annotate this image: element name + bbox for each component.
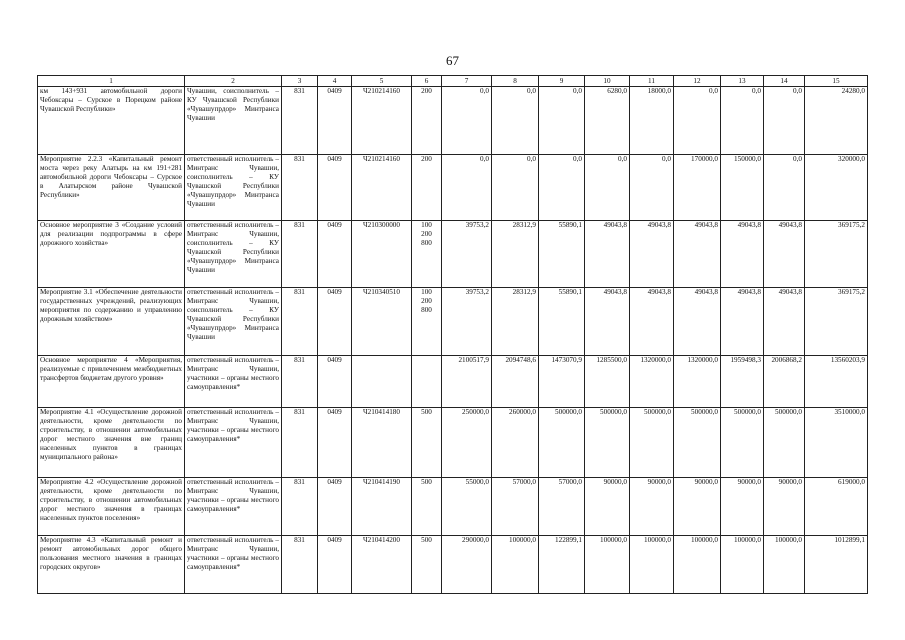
activity-name-cell: Мероприятие 4.3 «Капитальный ремонт и ремонт автомобильных дорог общего пользования местного значения в границах городских округов» [38, 536, 185, 594]
activity-name-cell: Мероприятие 3.1 «Обеспечение деятельности государственных учреждений, реализующих мероприятия по содержанию и управлению дорожным хозяйством» [38, 288, 185, 356]
expense-type-cell: 200 [412, 87, 442, 155]
activity-name-cell: Мероприятие 4.1 «Осуществление дорожной деятельности, кроме деятельности по строительству, в отношении автомобильных дорог местного значения вне границ населенных пунктов в границах муниципального района» [38, 408, 185, 478]
table-row [38, 87, 868, 155]
grbs-code-cell: 831 [282, 288, 318, 356]
column-header: 9 [539, 76, 585, 87]
table-header [38, 76, 868, 87]
column-header: 1 [38, 76, 185, 87]
year-value-cell: 1959498,3 [721, 356, 764, 408]
year-value-cell: 100000,0 [764, 536, 805, 594]
column-header: 11 [630, 76, 674, 87]
year-value-cell: 122899,1 [539, 536, 585, 594]
budget-table [37, 75, 868, 594]
total-value-cell: 24280,0 [805, 87, 868, 155]
year-value-cell: 500000,0 [674, 408, 721, 478]
column-header: 6 [412, 76, 442, 87]
year-value-cell: 90000,0 [630, 478, 674, 536]
year-value-cell: 49043,8 [764, 288, 805, 356]
total-value-cell: 13560203,9 [805, 356, 868, 408]
section-code-cell: 0409 [318, 536, 352, 594]
activity-name-cell: Основное мероприятие 3 «Создание условий для реализации подпрограммы в сфере дорожного хозяйства» [38, 221, 185, 288]
column-header: 2 [185, 76, 282, 87]
year-value-cell: 100000,0 [674, 536, 721, 594]
grbs-code-cell: 831 [282, 87, 318, 155]
year-value-cell: 500000,0 [585, 408, 630, 478]
year-value-cell: 90000,0 [585, 478, 630, 536]
activity-name-cell: Мероприятие 2.2.3 «Капитальный ремонт моста через реку Алатырь на км 191+281 автомобильной дороги Чебоксары – Сурское в Алатырском районе Чувашской Республики» [38, 155, 185, 221]
year-value-cell: 0,0 [492, 155, 539, 221]
executor-cell: ответственный исполнитель – Минтранс Чувашии, соисполнитель – КУ Чувашской Республики «Чувашупрдор» Минтранса Чувашии [185, 288, 282, 356]
year-value-cell: 28312,9 [492, 221, 539, 288]
year-value-cell: 49043,8 [630, 288, 674, 356]
activity-name-cell: Основное мероприятие 4 «Мероприятия, реализуемые с привлечением межбюджетных трансфертов бюджетам другого уровня» [38, 356, 185, 408]
executor-cell: ответственный исполнитель – Минтранс Чувашии, соисполнитель – КУ Чувашской Республики «Чувашупрдор» Минтранса Чувашии [185, 221, 282, 288]
column-header: 12 [674, 76, 721, 87]
year-value-cell: 39753,2 [442, 288, 492, 356]
year-value-cell: 500000,0 [630, 408, 674, 478]
year-value-cell: 90000,0 [721, 478, 764, 536]
table-row [38, 536, 868, 594]
grbs-code-cell: 831 [282, 221, 318, 288]
year-value-cell: 100000,0 [630, 536, 674, 594]
year-value-cell: 2006868,2 [764, 356, 805, 408]
grbs-code-cell: 831 [282, 356, 318, 408]
executor-cell: ответственный исполнитель – Минтранс Чувашии, соисполнитель – КУ Чувашской Республики «Чувашупрдор» Минтранса Чувашии [185, 155, 282, 221]
year-value-cell: 170000,0 [674, 155, 721, 221]
target-article-cell [352, 356, 412, 408]
year-value-cell: 49043,8 [585, 288, 630, 356]
year-value-cell: 57000,0 [539, 478, 585, 536]
year-value-cell: 0,0 [539, 155, 585, 221]
target-article-cell: Ч210414200 [352, 536, 412, 594]
expense-type-cell: 100 200 800 [412, 221, 442, 288]
section-code-cell: 0409 [318, 408, 352, 478]
year-value-cell: 100000,0 [721, 536, 764, 594]
expense-type-cell: 500 [412, 478, 442, 536]
section-code-cell: 0409 [318, 221, 352, 288]
year-value-cell: 0,0 [630, 155, 674, 221]
column-header: 13 [721, 76, 764, 87]
year-value-cell: 49043,8 [674, 288, 721, 356]
year-value-cell: 100000,0 [492, 536, 539, 594]
activity-name-cell: км 143+931 автомобильной дороги Чебоксары – Сурское в Порецком районе Чувашской Республики» [38, 87, 185, 155]
section-code-cell: 0409 [318, 478, 352, 536]
grbs-code-cell: 831 [282, 408, 318, 478]
year-value-cell: 1320000,0 [630, 356, 674, 408]
grbs-code-cell: 831 [282, 478, 318, 536]
year-value-cell: 49043,8 [721, 221, 764, 288]
year-value-cell: 2100517,9 [442, 356, 492, 408]
year-value-cell: 0,0 [492, 87, 539, 155]
year-value-cell: 0,0 [539, 87, 585, 155]
table-row [38, 408, 868, 478]
total-value-cell: 369175,2 [805, 221, 868, 288]
grbs-code-cell: 831 [282, 536, 318, 594]
year-value-cell: 250000,0 [442, 408, 492, 478]
column-header: 7 [442, 76, 492, 87]
expense-type-cell: 200 [412, 155, 442, 221]
column-header: 14 [764, 76, 805, 87]
table-row [38, 478, 868, 536]
year-value-cell: 55890,1 [539, 288, 585, 356]
expense-type-cell [412, 356, 442, 408]
year-value-cell: 0,0 [442, 155, 492, 221]
section-code-cell: 0409 [318, 288, 352, 356]
table-row [38, 288, 868, 356]
executor-cell: ответственный исполнитель – Минтранс Чувашии, участники – органы местного самоуправления* [185, 356, 282, 408]
year-value-cell: 1320000,0 [674, 356, 721, 408]
target-article-cell: Ч210214160 [352, 155, 412, 221]
year-value-cell: 500000,0 [539, 408, 585, 478]
column-header: 3 [282, 76, 318, 87]
table-row [38, 356, 868, 408]
year-value-cell: 500000,0 [721, 408, 764, 478]
column-header: 4 [318, 76, 352, 87]
target-article-cell: Ч210340510 [352, 288, 412, 356]
section-code-cell: 0409 [318, 87, 352, 155]
total-value-cell: 369175,2 [805, 288, 868, 356]
year-value-cell: 0,0 [721, 87, 764, 155]
total-value-cell: 3510000,0 [805, 408, 868, 478]
year-value-cell: 90000,0 [764, 478, 805, 536]
year-value-cell: 1473070,9 [539, 356, 585, 408]
target-article-cell: Ч210214160 [352, 87, 412, 155]
year-value-cell: 500000,0 [764, 408, 805, 478]
column-header: 8 [492, 76, 539, 87]
year-value-cell: 0,0 [585, 155, 630, 221]
expense-type-cell: 100 200 800 [412, 288, 442, 356]
executor-cell: ответственный исполнитель – Минтранс Чувашии, участники – органы местного самоуправления* [185, 536, 282, 594]
target-article-cell: Ч210414190 [352, 478, 412, 536]
page-number: 67 [446, 53, 459, 68]
year-value-cell: 260000,0 [492, 408, 539, 478]
total-value-cell: 619000,0 [805, 478, 868, 536]
expense-type-cell: 500 [412, 536, 442, 594]
year-value-cell: 55000,0 [442, 478, 492, 536]
year-value-cell: 0,0 [674, 87, 721, 155]
year-value-cell: 57000,0 [492, 478, 539, 536]
column-header: 5 [352, 76, 412, 87]
year-value-cell: 90000,0 [674, 478, 721, 536]
column-header: 10 [585, 76, 630, 87]
executor-cell: Чувашии, соисполнитель – КУ Чувашской Республики «Чувашупрдор» Минтранса Чувашии [185, 87, 282, 155]
expense-type-cell: 500 [412, 408, 442, 478]
year-value-cell: 2094748,6 [492, 356, 539, 408]
year-value-cell: 1285500,0 [585, 356, 630, 408]
year-value-cell: 100000,0 [585, 536, 630, 594]
section-code-cell: 0409 [318, 155, 352, 221]
column-header: 15 [805, 76, 868, 87]
table-body [38, 87, 868, 594]
year-value-cell: 49043,8 [630, 221, 674, 288]
total-value-cell: 1012899,1 [805, 536, 868, 594]
year-value-cell: 6280,0 [585, 87, 630, 155]
year-value-cell: 49043,8 [585, 221, 630, 288]
year-value-cell: 55890,1 [539, 221, 585, 288]
year-value-cell: 49043,8 [674, 221, 721, 288]
activity-name-cell: Мероприятие 4.2 «Осуществление дорожной деятельности, кроме деятельности по строительству, в отношении автомобильных дорог местного значения в границах населенных пунктов поселения» [38, 478, 185, 536]
table-row [38, 221, 868, 288]
year-value-cell: 0,0 [442, 87, 492, 155]
year-value-cell: 49043,8 [764, 221, 805, 288]
year-value-cell: 0,0 [764, 155, 805, 221]
target-article-cell: Ч210300000 [352, 221, 412, 288]
year-value-cell: 28312,9 [492, 288, 539, 356]
executor-cell: ответственный исполнитель – Минтранс Чувашии, участники – органы местного самоуправления* [185, 408, 282, 478]
year-value-cell: 18000,0 [630, 87, 674, 155]
grbs-code-cell: 831 [282, 155, 318, 221]
year-value-cell: 150000,0 [721, 155, 764, 221]
year-value-cell: 0,0 [764, 87, 805, 155]
executor-cell: ответственный исполнитель – Минтранс Чувашии, участники – органы местного самоуправления* [185, 478, 282, 536]
year-value-cell: 290000,0 [442, 536, 492, 594]
year-value-cell: 39753,2 [442, 221, 492, 288]
section-code-cell: 0409 [318, 356, 352, 408]
total-value-cell: 320000,0 [805, 155, 868, 221]
year-value-cell: 49043,8 [721, 288, 764, 356]
table-row [38, 155, 868, 221]
target-article-cell: Ч210414180 [352, 408, 412, 478]
